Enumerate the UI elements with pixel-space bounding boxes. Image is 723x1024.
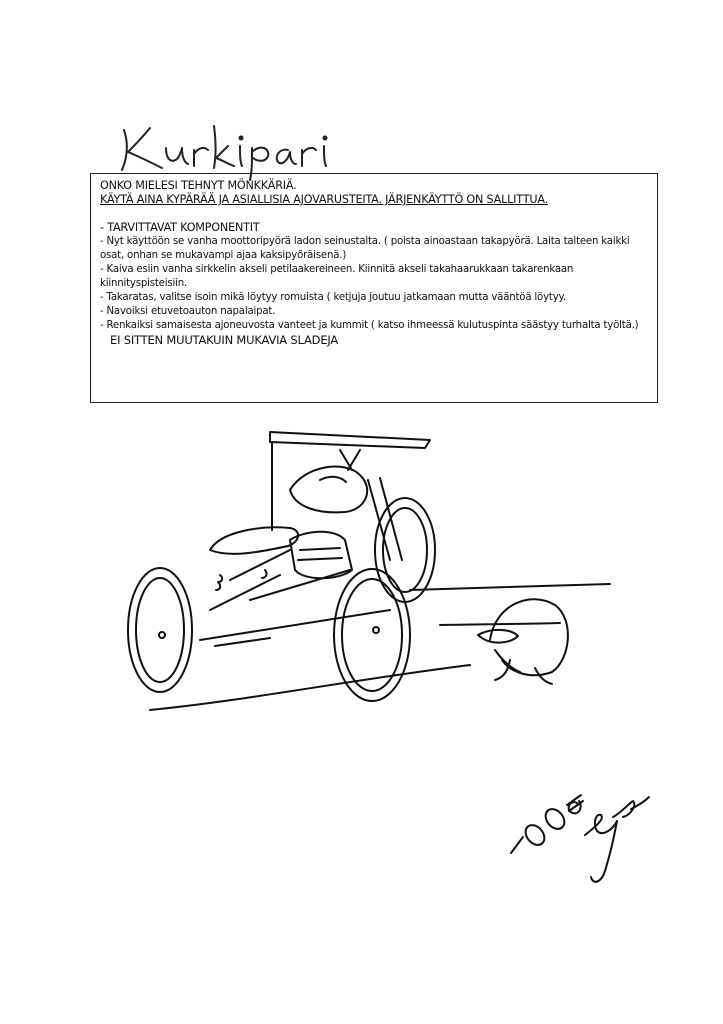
- intro-line: ONKO MIELESI TEHNYT MÖNKKÄRIÄ.: [100, 179, 297, 192]
- safety-line: KÄYTÄ AINA KYPÄRÄÄ JA ASIALLISIA AJOVARUSTEITA. JÄRJENKÄYTTÖ ON SALLITTUA.: [100, 193, 548, 206]
- trike-illustration: [90, 410, 650, 740]
- component-item: - Takaratas, valitse isoin mikä löytyy romuista ( ketjuja joutuu jatkamaan mutta vääntöä löytyy.: [100, 292, 566, 303]
- rear-bar: [270, 432, 430, 448]
- fuel-tank: [290, 467, 367, 513]
- component-item: - Kaiva esiin vanha sirkkelin akseli petilaakereineen. Kiinnitä akseli takahaarukkaan takarenkaan kiinnityspisteisiin.: [100, 264, 574, 289]
- seat: [210, 527, 298, 554]
- helmet: [490, 599, 568, 675]
- components-heading: - TARVITTAVAT KOMPONENTIT: [100, 221, 260, 234]
- component-item: [100, 319, 649, 349]
- ground-line: [440, 623, 560, 625]
- rear-right-wheel: [334, 569, 410, 701]
- component-item-text: - Renkaiksi samaisesta ajoneuvosta vanteet ja kummit ( katso ihmeessä kulutuspinta säästyy turhalta työltä.): [100, 320, 639, 331]
- handwritten-title: [110, 112, 350, 182]
- front-fork: [368, 478, 402, 560]
- component-item: - Navoiksi etuvetoauton napalaipat.: [100, 306, 276, 317]
- instructions-box: [90, 173, 658, 403]
- ground-line: [410, 584, 610, 590]
- ground-line: [150, 665, 470, 710]
- closing-line: EI SITTEN MUUTAKUIN MUKAVIA SLADEJA: [110, 333, 339, 347]
- component-item: - Nyt käyttöön se vanha moottoripyörä ladon seinustalta. ( poista ainoastaan takapyörä. Laita talteen kaikki osat, onhan se mukavampi ajaa kaksipyöräisenä.): [100, 236, 630, 261]
- signature: [505, 775, 655, 905]
- rear-left-wheel: [128, 568, 192, 692]
